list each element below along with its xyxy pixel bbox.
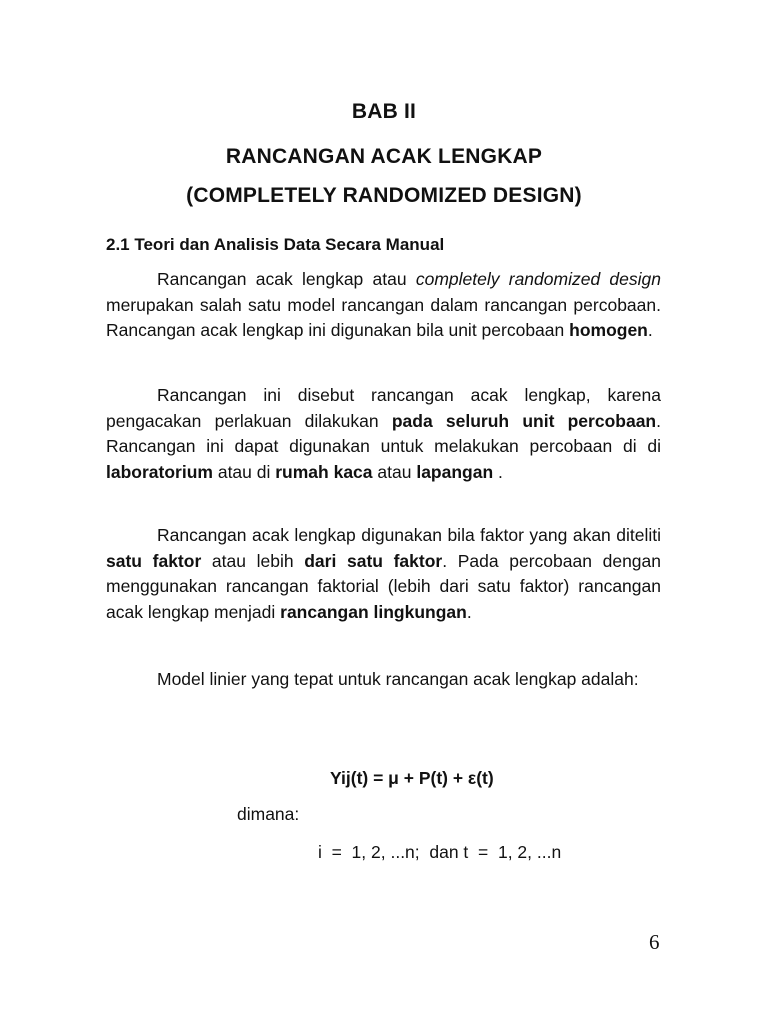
paragraph-3-text: Rancangan acak lengkap digunakan bila faktor yang akan diteliti xyxy=(157,525,661,545)
paragraph-2-text: atau di xyxy=(212,461,276,482)
paragraph-1-italic-term: completely randomized design xyxy=(415,269,661,289)
chapter-number: BAB II xyxy=(351,100,417,123)
paragraph-2-bold-term: rumah kaca xyxy=(275,461,373,482)
paragraph-2-bold-term: lapangan xyxy=(416,461,494,482)
paragraph-1-text: Rancangan acak lengkap atau xyxy=(157,269,416,289)
chapter-subtitle: (COMPLETELY RANDOMIZED DESIGN) xyxy=(186,184,582,207)
index-definition: i = 1, 2, ...n; dan t = 1, 2, ...n xyxy=(318,842,562,862)
paragraph-3 xyxy=(106,523,661,625)
chapter-title: RANCANGAN ACAK LENGKAP xyxy=(225,145,543,168)
paragraph-1 xyxy=(106,267,661,344)
paragraph-3-text: atau lebih xyxy=(201,550,305,571)
paragraph-1-text: . xyxy=(647,320,653,341)
page-number: 6 xyxy=(649,930,660,954)
paragraph-3-bold-term: dari satu faktor xyxy=(304,550,443,571)
paragraph-2-text: . Rancangan ini dapat digunakan untuk melakukan percobaan di di xyxy=(106,410,661,457)
paragraph-1-bold-term: homogen xyxy=(569,320,648,341)
paragraph-2-bold-term: pada seluruh unit percobaan xyxy=(391,410,657,431)
paragraph-2 xyxy=(106,383,661,485)
paragraph-2-bold-term: laboratorium xyxy=(106,461,213,482)
model-formula: Yij(t) = μ + P(t) + ε(t) xyxy=(330,768,494,788)
where-label: dimana: xyxy=(237,804,300,824)
paragraph-1-text: merupakan salah satu model rancangan dalam rancangan percobaan. Rancangan acak lengkap ini digunakan bila unit percobaan xyxy=(106,294,661,341)
section-heading: 2.1 Teori dan Analisis Data Secara Manual xyxy=(106,235,445,254)
paragraph-3-text: . Pada percobaan dengan menggunakan rancangan faktorial (lebih dari satu faktor) rancangan acak lengkap menjadi xyxy=(106,550,662,622)
paragraph-2-text: . xyxy=(493,461,503,482)
paragraph-2-text: Rancangan ini disebut rancangan acak lengkap, karena pengacakan perlakuan dilakukan xyxy=(106,385,661,431)
paragraph-3-bold-term: satu faktor xyxy=(106,550,202,571)
paragraph-2-text: atau xyxy=(372,461,417,482)
paragraph-4: Model linier yang tepat untuk rancangan acak lengkap adalah: xyxy=(157,669,639,689)
paragraph-3-text: . xyxy=(466,601,472,622)
paragraph-3-bold-term: rancangan lingkungan xyxy=(280,601,467,622)
